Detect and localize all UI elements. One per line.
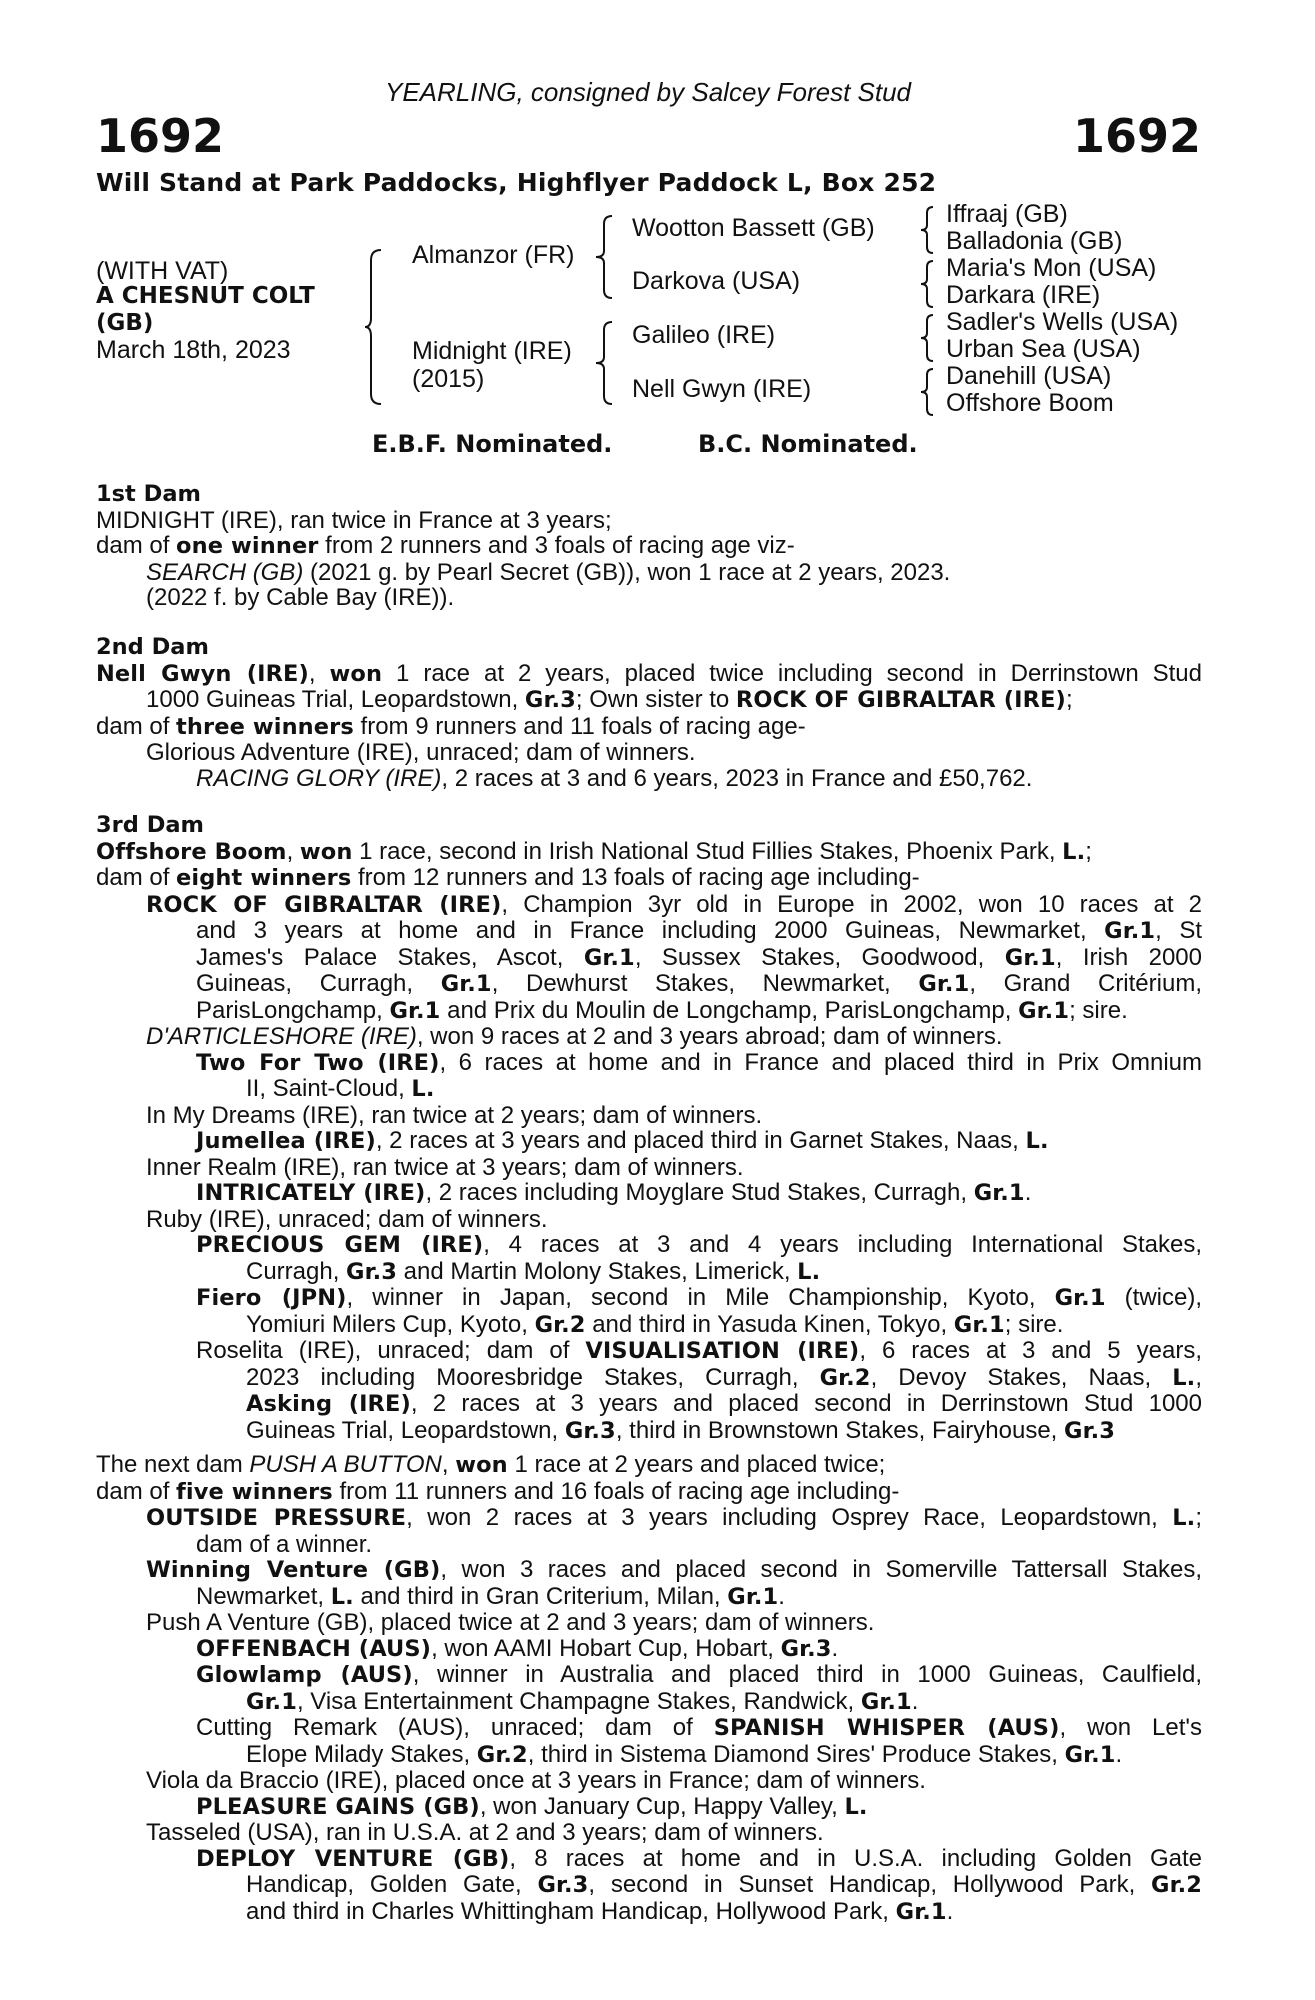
produce-line: OFFENBACH (AUS), won AAMI Hobart Cup, Hobart, Gr.3. — [196, 1634, 839, 1662]
dam-line: dam of eight winners from 12 runners and 13 foals of racing age including- — [96, 864, 920, 891]
produce-line: PLEASURE GAINS (GB), won January Cup, Happy Valley, L. — [196, 1792, 868, 1820]
gen3-ancestor: Urban Sea (USA) — [946, 335, 1141, 363]
produce-line: dam of a winner. — [196, 1530, 373, 1558]
subject-country: (GB) — [96, 310, 154, 336]
produce-line: Handicap, Golden Gate, Gr.3, second in Sunset Handicap, Hollywood Park, Gr.2 — [246, 1871, 1202, 1898]
produce-line: In My Dreams (IRE), ran twice at 2 years; dam of winners. — [146, 1101, 763, 1129]
ebf-nomination: E.B.F. Nominated. — [372, 430, 613, 458]
produce-line: DEPLOY VENTURE (GB), 8 races at home and in U.S.A. including Golden Gate — [196, 1844, 1202, 1872]
gen3-ancestor: Darkara (IRE) — [946, 281, 1101, 309]
produce-line: ParisLongchamp, Gr.1 and Prix du Moulin de Longchamp, ParisLongchamp, Gr.1; sire. — [196, 996, 1128, 1024]
sire-bracket — [596, 214, 618, 300]
subject-dob: March 18th, 2023 — [96, 336, 291, 364]
produce-line: Ruby (IRE), unraced; dam of winners. — [146, 1205, 548, 1233]
stand-location: Will Stand at Park Paddocks, Highflyer Paddock L, Box 252 — [96, 168, 937, 197]
gen3-bracket-3 — [920, 313, 936, 363]
lot-number-right: 1692 — [1072, 109, 1201, 163]
produce-line: Inner Realm (IRE), ran twice at 3 years; dam of winners. — [146, 1153, 744, 1181]
produce-line: Glorious Adventure (IRE), unraced; dam of winners. — [146, 739, 696, 766]
produce-line: Curragh, Gr.3 and Martin Molony Stakes, Limerick, L. — [246, 1257, 821, 1285]
produce-line: and third in Charles Whittingham Handicap, Hollywood Park, Gr.1. — [246, 1897, 954, 1925]
gen3-ancestor: Iffraaj (GB) — [946, 200, 1068, 228]
produce-line: Gr.1, Visa Entertainment Champagne Stakes, Randwick, Gr.1. — [246, 1687, 919, 1715]
dam-line: dam of three winners from 9 runners and 11 foals of racing age- — [96, 712, 806, 740]
next-dam-section — [96, 1452, 1202, 1925]
dam-line: MIDNIGHT (IRE), ran twice in France at 3 years; — [96, 506, 612, 534]
dam-name: Midnight (IRE) — [412, 337, 572, 365]
gen3-ancestor: Danehill (USA) — [946, 362, 1112, 390]
gen3-ancestor: Sadler's Wells (USA) — [946, 308, 1179, 336]
produce-line: Asking (IRE), 2 races at 3 years and placed second in Derrinstown Stud 1000 — [246, 1390, 1202, 1417]
gen3-bracket-4 — [920, 367, 936, 417]
sire-name: Almanzor (FR) — [412, 241, 575, 269]
vat-note: (WITH VAT) — [96, 257, 229, 285]
produce-line: Roselita (IRE), unraced; dam of VISUALISATION (IRE), 6 races at 3 and 5 years, — [196, 1337, 1202, 1364]
produce-line: Push A Venture (GB), placed twice at 2 and 3 years; dam of winners. — [146, 1609, 875, 1636]
produce-line: Tasseled (USA), ran in U.S.A. at 2 and 3 years; dam of winners. — [146, 1819, 824, 1846]
pedigree-table — [0, 0, 1315, 470]
section-heading: 3rd Dam — [96, 812, 204, 838]
dam-bracket — [596, 320, 618, 406]
produce-line: ROCK OF GIBRALTAR (IRE), Champion 3yr old in Europe in 2002, won 10 races at 2 — [146, 890, 1202, 918]
produce-line: SEARCH (GB) (2021 g. by Pearl Secret (GB)), won 1 race at 2 years, 2023. — [146, 558, 951, 586]
second-dam-section — [96, 635, 1202, 791]
dam-line: dam of five winners from 11 runners and 16 foals of racing age including- — [96, 1477, 900, 1505]
gen3-ancestor: Balladonia (GB) — [946, 227, 1123, 255]
dam-line: The next dam PUSH A BUTTON, won 1 race at 2 years and placed twice; — [96, 1451, 886, 1478]
produce-line: Viola da Braccio (IRE), placed once at 3 years in France; dam of winners. — [146, 1767, 926, 1794]
gen2-sire-sire: Wootton Bassett (GB) — [632, 214, 875, 242]
gen3-bracket-2 — [920, 259, 936, 309]
produce-line: Yomiuri Milers Cup, Kyoto, Gr.2 and third in Yasuda Kinen, Tokyo, Gr.1; sire. — [246, 1310, 1064, 1338]
produce-line: Guineas Trial, Leopardstown, Gr.3, third in Brownstown Stakes, Fairyhouse, Gr.3 — [246, 1416, 1115, 1444]
produce-line: Fiero (JPN), winner in Japan, second in Mile Championship, Kyoto, Gr.1 (twice), — [196, 1284, 1202, 1311]
section-heading: 2nd Dam — [96, 634, 209, 660]
dam-line: Nell Gwyn (IRE), won 1 race at 2 years, placed twice including second in Derrinstown Stud — [96, 659, 1202, 687]
produce-line: RACING GLORY (IRE), 2 races at 3 and 6 years, 2023 in France and £50,762. — [196, 764, 1033, 792]
produce-line: (2022 f. by Cable Bay (IRE)). — [146, 584, 455, 611]
produce-line: INTRICATELY (IRE), 2 races including Moyglare Stud Stakes, Curragh, Gr.1. — [196, 1179, 1032, 1206]
dam-line: Offshore Boom, won 1 race, second in Irish National Stud Fillies Stakes, Phoenix Park, L.; — [96, 837, 1092, 865]
produce-line: Guineas, Curragh, Gr.1, Dewhurst Stakes, Newmarket, Gr.1, Grand Critérium, — [196, 970, 1202, 997]
produce-line: James's Palace Stakes, Ascot, Gr.1, Sussex Stakes, Goodwood, Gr.1, Irish 2000 — [196, 943, 1203, 971]
produce-line: Elope Milady Stakes, Gr.2, third in Sistema Diamond Sires' Produce Stakes, Gr.1. — [246, 1740, 1123, 1768]
dam-line: 1000 Guineas Trial, Leopardstown, Gr.3; Own sister to ROCK OF GIBRALTAR (IRE); — [146, 686, 1073, 713]
produce-line: Cutting Remark (AUS), unraced; dam of SPANISH WHISPER (AUS), won Let's — [196, 1714, 1202, 1741]
produce-line: Winning Venture (GB), won 3 races and placed second in Somerville Tattersall Stakes, — [146, 1556, 1202, 1583]
produce-line: and 3 years at home and in France including 2000 Guineas, Newmarket, Gr.1, St — [196, 917, 1203, 944]
gen3-bracket-1 — [920, 205, 936, 255]
produce-line: Newmarket, L. and third in Gran Criterium, Milan, Gr.1. — [196, 1582, 785, 1610]
gen2-dam-sire: Galileo (IRE) — [632, 321, 776, 349]
produce-line: OUTSIDE PRESSURE, won 2 races at 3 years including Osprey Race, Leopardstown, L.; — [146, 1504, 1202, 1531]
produce-line: PRECIOUS GEM (IRE), 4 races at 3 and 4 years including International Stakes, — [196, 1231, 1202, 1258]
lot-number-left: 1692 — [96, 109, 225, 163]
pedigree-bracket-main — [365, 248, 389, 406]
dam-year: (2015) — [412, 365, 485, 393]
section-heading: 1st Dam — [96, 481, 201, 507]
first-dam-section — [96, 482, 1202, 611]
produce-line: Glowlamp (AUS), winner in Australia and placed third in 1000 Guineas, Caulfield, — [196, 1661, 1202, 1688]
produce-line: Two For Two (IRE), 6 races at home and in France and placed third in Prix Omnium — [196, 1048, 1203, 1076]
gen2-dam-dam: Nell Gwyn (IRE) — [632, 375, 812, 403]
produce-line: II, Saint-Cloud, L. — [246, 1075, 435, 1102]
produce-line: D'ARTICLESHORE (IRE), won 9 races at 2 and 3 years abroad; dam of winners. — [146, 1023, 1003, 1050]
gen2-sire-dam: Darkova (USA) — [632, 267, 801, 295]
produce-line: Jumellea (IRE), 2 races at 3 years and placed third in Garnet Stakes, Naas, L. — [196, 1127, 1049, 1154]
gen3-ancestor: Maria's Mon (USA) — [946, 254, 1157, 282]
bc-nomination: B.C. Nominated. — [698, 430, 918, 458]
gen3-ancestor: Offshore Boom — [946, 389, 1114, 417]
subject-name: A CHESNUT COLT — [96, 283, 315, 309]
third-dam-section — [96, 813, 1202, 1444]
consignment-subtitle: YEARLING, consigned by Salcey Forest Stud — [384, 77, 912, 107]
dam-line: dam of one winner from 2 runners and 3 foals of racing age viz- — [96, 532, 795, 559]
produce-line: 2023 including Mooresbridge Stakes, Curragh, Gr.2, Devoy Stakes, Naas, L., — [246, 1363, 1202, 1391]
